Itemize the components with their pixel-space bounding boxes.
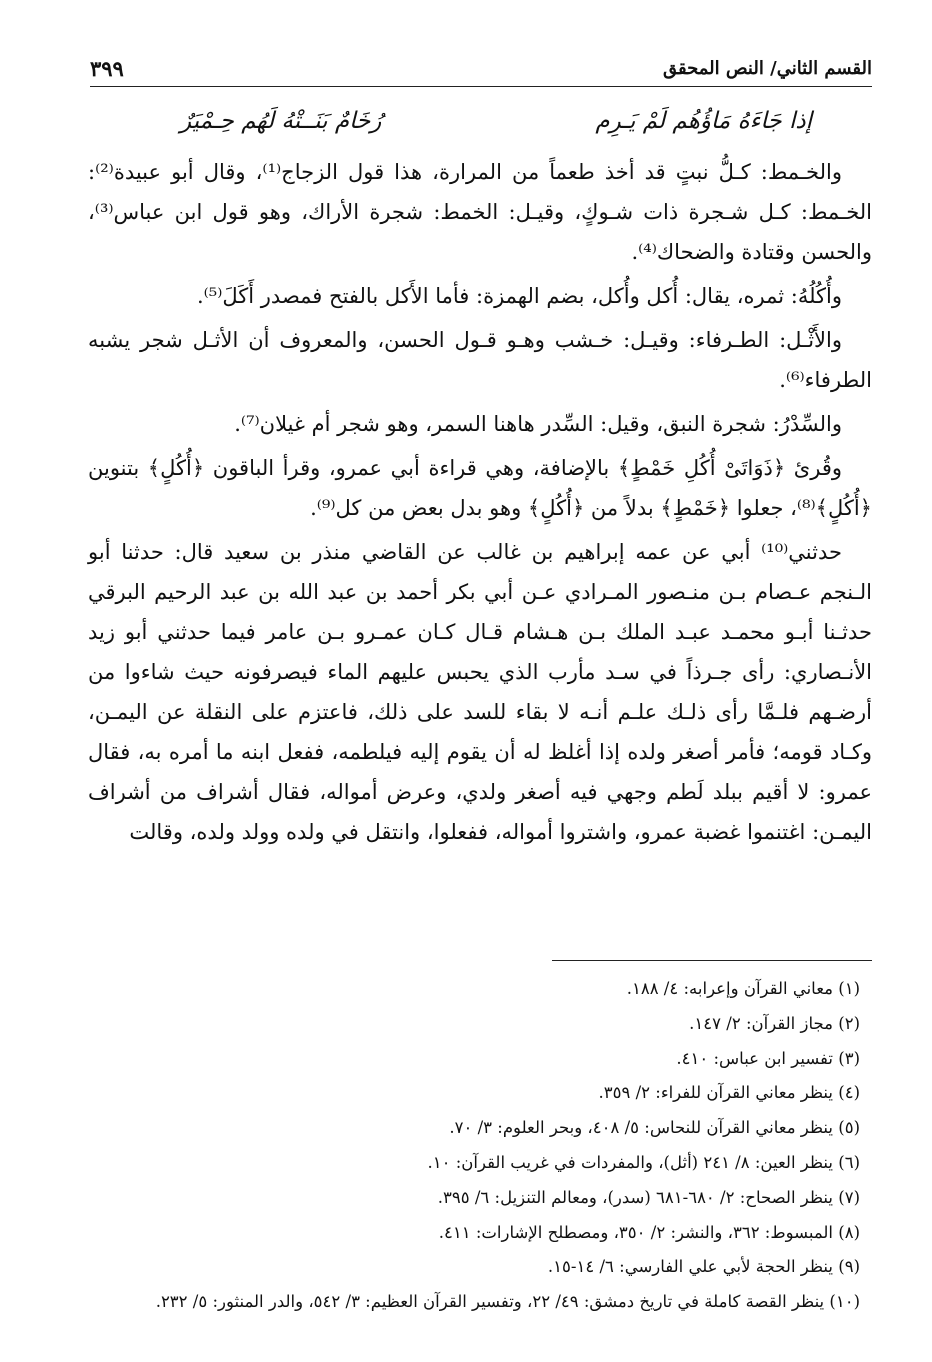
- footnote: (١٠) ينظر القصة كاملة في تاريخ دمشق: ٤٩/ ٢٢، وتفسير القرآن العظيم: ٣/ ٥٤٢، والدر المنثور: ٥/ ٢٣٢.: [155, 1292, 860, 1312]
- footnote: (٤) ينظر معاني القرآن للفراء: ٢/ ٣٥٩.: [598, 1083, 860, 1103]
- paragraph-athl: والأَثْـل: الطـرفاء: وقيـل: خـشب وهـو قـول الحسن، والمعروف أن الأثـل شجر يشبه الطرفاء⁽⁶⁾.: [88, 328, 872, 392]
- paragraph-sidr: والسِّدْرُ: شجرة النبق، وقيل: السِّدر هاهنا السمر، وهو شجر أم غيلان⁽⁷⁾.: [234, 412, 842, 436]
- paragraph-ukul: وأُكُلُهُ: ثمره، يقال: أُكل وأُكل، بضم الهمزة: فأما الأَكل بالفتح فمصدر أَكَلَ⁽⁵⁾.: [196, 284, 842, 308]
- verse-hemistich-first: إذا جَاءَهُ مَاؤُهُم لَمْ يَـرِم: [595, 108, 812, 134]
- header-title: القسم الثاني/ النص المحقق: [662, 58, 872, 79]
- page-number: ٣٩٩: [90, 56, 124, 81]
- running-header: [90, 56, 872, 87]
- paragraph-qiraat: وقُرئ ﴿ذَوَاتَىْ أُكُلِ خَمْطٍ﴾ بالإضافة، وهي قراءة أبي عمرو، وقرأ الباقون ﴿أُكُلٍ﴾ بتنوين ﴿أُكُلٍ﴾⁽⁸⁾، جعلوا ﴿خَمْطٍ﴾ بدلاً من ﴿أُكُلٍ﴾ وهو بدل بعض من كل⁽⁹⁾.: [88, 456, 872, 520]
- poetry-verse: [180, 108, 812, 144]
- footnote-separator: [552, 960, 872, 961]
- footnote: (٩) ينظر الحجة لأبي علي الفارسي: ٦/ ١٤-١٥.: [547, 1257, 860, 1277]
- footnote: (٢) مجاز القرآن: ٢/ ١٤٧.: [689, 1013, 860, 1033]
- footnote: (٧) ينظر الصحاح: ٢/ ٦٨٠-٦٨١ (سدر)، ومعالم التنزيل: ٦/ ٣٩٥.: [437, 1187, 860, 1207]
- footnote: (٦) ينظر العين: ٨/ ٢٤١ (أثل)، والمفردات في غريب القرآن: ١٠.: [427, 1152, 860, 1172]
- verse-hemistich-second: رُخَامٌ بَنَــتْهُ لَهُم حِـمْيَرٌ: [180, 108, 382, 134]
- paragraph-khamt: والخـمط: كـلُّ نبتٍ قد أخذ طعماً من المرارة، هذا قول الزجاج⁽¹⁾، وقال أبو عبيدة⁽²⁾: الخـمط: كـل شـجرة ذات شـوكٍ، وقيـل: الخمط: شجرة الأراك، وهو قول ابن عباس⁽³⁾، والحسن وقتادة والضحاك⁽⁴⁾.: [88, 160, 872, 264]
- footnotes-list: [80, 972, 872, 1320]
- footnote: (٨) المبسوط: ٣٦٢، والنشر: ٢/ ٣٥٠، ومصطلح الإشارات: ٤١١.: [438, 1222, 860, 1242]
- footnote: (١) معاني القرآن وإعرابه: ٤/ ١٨٨.: [626, 979, 860, 998]
- footnote: (٥) ينظر معاني القرآن للنحاس: ٥/ ٤٠٨، وبحر العلوم: ٣/ ٧٠.: [449, 1118, 860, 1138]
- body-text: [88, 152, 872, 852]
- paragraph-story: حدثني⁽¹⁰⁾ أبي عن عمه إبراهيم بن غالب عن القاضي منذر بن سعيد قال: حدثنا أبو الـنجم عـصام بـن منـصور المـرادي عـن أبي بكر أحمد بن عبد الله بن عبد الرحيم البرقي حدثـنا أبـو محمـد عبـد الملك بـن هـشام قـال كـان عمـرو بـن عامر فيما حدثني أبو زيد الأنـصاري: رأى جـرذاً في سـد مأرب الذي يحبس عليهم الماء فيصرفونه حيث شاءوا من أرضـهم فلـمَّا رأى ذلـك علـم أنـه لا بقاء للسد على ذلك، فاعتزم على النقلة عن اليمـن، وكـاد قومه؛ فأمر أصغر ولده إذا أغلظ له أن يقوم إليه فيلطمه، ففعل ابنه ما أمره به، فقال عمرو: لا أقيم ببلد لَطم وجهي فيه أصغر ولدي، وعرض أمواله، فقال أشراف من أشراف اليمـن: اغتنموا غضبة عمرو، واشتروا أمواله، ففعلوا، وانتقل في ولده وولد ولده، وقالت: [88, 540, 872, 844]
- footnote: (٣) تفسير ابن عباس: ٤١٠.: [676, 1048, 860, 1068]
